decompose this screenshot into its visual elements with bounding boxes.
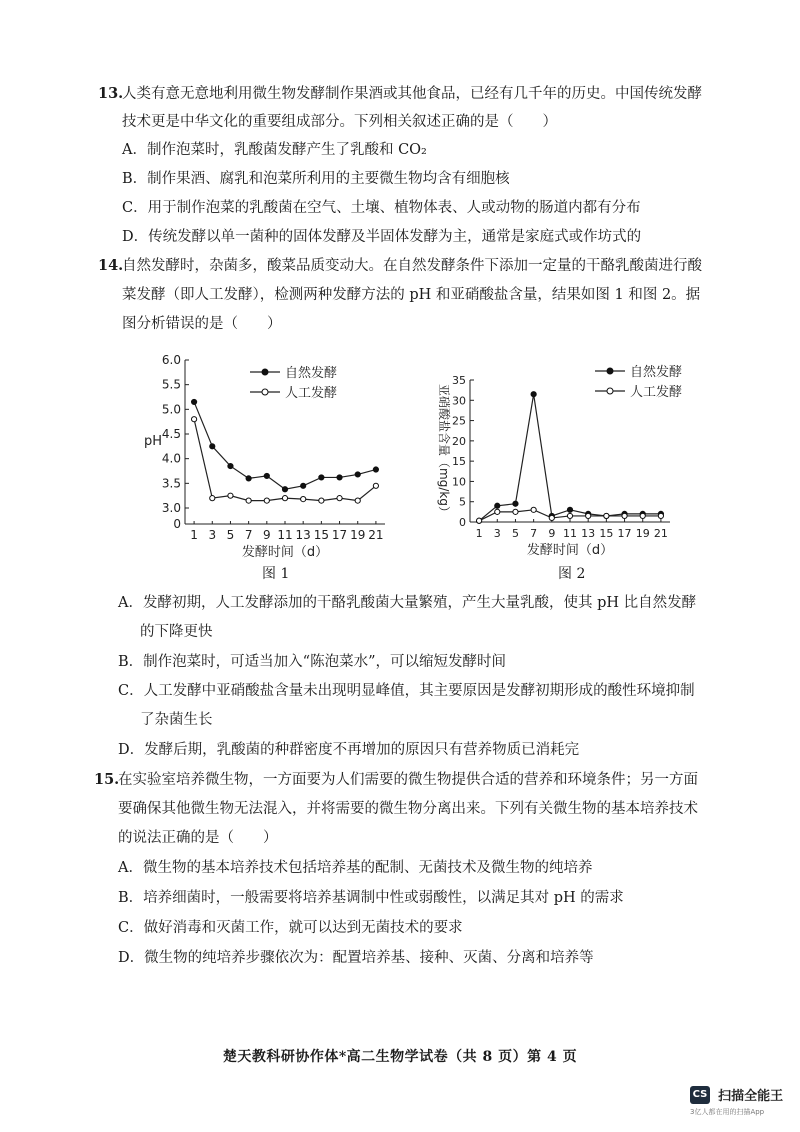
x-tick-label: 7 xyxy=(244,528,253,542)
scanner-watermark xyxy=(690,1084,798,1117)
q15-stem-line2: 要确保其他微生物无法混入，并将需要的微生物分离出来。下列有关微生物的基本培养技术 xyxy=(118,801,698,817)
y-tick-label: 35 xyxy=(452,374,466,387)
y-tick-label: 0 xyxy=(459,516,466,529)
data-point-artificial xyxy=(319,498,324,503)
data-point-natural xyxy=(264,473,269,478)
data-point-artificial xyxy=(640,513,645,518)
y-tick-label: 25 xyxy=(452,414,466,428)
data-point-artificial xyxy=(355,498,360,503)
data-point-artificial xyxy=(531,507,536,512)
q14-option-c-line2: 了杂菌生长 xyxy=(140,712,213,728)
q13-stem-line2: 技术更是中华文化的重要组成部分。下列相关叙述正确的是（ ） xyxy=(122,114,557,130)
data-point-artificial xyxy=(191,417,196,422)
q14-option-c-line1: C．人工发酵中亚硝酸盐含量未出现明显峰值，其主要原因是发酵初期形成的酸性环境抑制 xyxy=(118,683,695,699)
figure-2-svg xyxy=(420,352,690,562)
data-point-artificial xyxy=(228,493,233,498)
data-point-artificial xyxy=(282,496,287,501)
y-tick-label: 20 xyxy=(452,434,466,448)
q13-option-a: A．制作泡菜时，乳酸菌发酵产生了乳酸和 CO₂ xyxy=(122,142,427,158)
x-axis-label: 发酵时间（d） xyxy=(526,543,614,558)
data-point-artificial xyxy=(373,483,378,488)
q14-option-a-line2: 的下降更快 xyxy=(140,624,213,640)
legend-label: 自然发酵 xyxy=(630,365,683,380)
page-footer: 楚天教科研协作体*高二生物学试卷（共 8 页）第 4 页 xyxy=(222,1049,578,1065)
data-point-artificial xyxy=(337,496,342,501)
data-point-natural xyxy=(337,475,342,480)
x-tick-label: 3 xyxy=(493,527,501,540)
data-point-natural xyxy=(513,501,518,506)
data-point-natural xyxy=(567,507,572,512)
legend-label: 人工发酵 xyxy=(630,385,683,400)
x-tick-label: 17 xyxy=(617,527,632,540)
data-point-artificial xyxy=(264,498,269,503)
q15-option-c: C．做好消毒和灭菌工作，就可以达到无菌技术的要求 xyxy=(118,920,463,936)
x-tick-label: 19 xyxy=(635,527,650,540)
y-tick-label: 5.5 xyxy=(161,377,181,392)
q13-option-c: C．用于制作泡菜的乳酸菌在空气、土壤、植物体表、人或动物的肠道内都有分布 xyxy=(122,200,641,216)
data-point-artificial xyxy=(210,496,215,501)
y-tick-label: 15 xyxy=(452,455,466,469)
x-tick-label: 11 xyxy=(563,527,577,540)
x-tick-label: 5 xyxy=(226,528,235,542)
q15-stem-line3: 的说法正确的是（ ） xyxy=(118,830,278,846)
y-tick-label: 5.0 xyxy=(161,402,181,417)
q14-stem-line3: 图分析错误的是（ ） xyxy=(122,316,282,332)
q14-option-b: B．制作泡菜时，可适当加入“陈泡菜水”，可以缩短发酵时间 xyxy=(118,654,506,670)
data-point-artificial xyxy=(567,513,572,518)
y-tick-label: 3.0 xyxy=(161,501,181,515)
x-tick-label: 9 xyxy=(548,527,556,540)
series-line-natural xyxy=(479,394,661,521)
x-tick-label: 1 xyxy=(190,528,198,542)
x-tick-label: 1 xyxy=(475,527,483,540)
data-point-artificial xyxy=(476,518,481,523)
data-point-artificial xyxy=(586,513,591,518)
legend-marker xyxy=(607,368,613,374)
x-tick-label: 19 xyxy=(350,528,366,542)
q14-stem-line2: 菜发酵（即人工发酵），检测两种发酵方法的 pH 和亚硝酸盐含量，结果如图 1 和图 2。据 xyxy=(122,287,701,303)
y-axis-label: 亚硝酸盐含量（mg/kg） xyxy=(437,384,451,518)
q15-number: 15. xyxy=(94,771,120,788)
y-axis-label: pH xyxy=(144,434,163,449)
q14-option-d: D．发酵后期，乳酸菌的种群密度不再增加的原因只有营养物质已消耗完 xyxy=(118,742,580,758)
figure-1-caption: 图 1 xyxy=(262,566,290,582)
data-point-natural xyxy=(373,467,378,472)
x-tick-label: 13 xyxy=(295,528,311,542)
data-point-natural xyxy=(495,503,500,508)
q13-option-d: D．传统发酵以单一菌种的固体发酵及半固体发酵为主，通常是家庭式或作坊式的 xyxy=(122,229,642,245)
y-tick-label: 6.0 xyxy=(161,353,181,367)
q13-stem-line1: 人类有意无意地利用微生物发酵制作果酒或其他食品，已经有几千年的历史。中国传统发酵 xyxy=(122,86,702,102)
x-tick-label: 13 xyxy=(581,527,596,540)
y-tick-label: 10 xyxy=(452,475,466,489)
data-point-artificial xyxy=(495,509,500,514)
q15-option-b: B．培养细菌时，一般需要将培养基调制中性或弱酸性，以满足其对 pH 的需求 xyxy=(118,890,624,906)
q14-stem-line1: 自然发酵时，杂菌多，酸菜品质变动大。在自然发酵条件下添加一定量的干酪乳酸菌进行酸 xyxy=(122,258,702,274)
figure-1-svg xyxy=(140,352,400,562)
data-point-natural xyxy=(228,463,233,468)
y-tick-label: 4.5 xyxy=(161,427,181,441)
x-tick-label: 11 xyxy=(277,528,293,542)
figure-2-caption: 图 2 xyxy=(558,566,586,582)
data-point-natural xyxy=(282,487,287,492)
figure-1-chart xyxy=(140,352,400,566)
data-point-natural xyxy=(531,392,536,397)
x-tick-label: 7 xyxy=(530,527,538,540)
series-line-natural xyxy=(194,402,376,489)
data-point-artificial xyxy=(301,497,306,502)
legend-marker xyxy=(262,389,268,395)
scanner-tagline: 3亿人都在用的扫描App xyxy=(690,1108,765,1116)
x-tick-label: 21 xyxy=(653,527,668,540)
data-point-natural xyxy=(319,475,324,480)
q14-option-a-line1: A．发酵初期，人工发酵添加的干酪乳酸菌大量繁殖，产生大量乳酸，使其 pH 比自然发酵 xyxy=(118,595,697,611)
x-tick-label: 21 xyxy=(368,528,384,542)
data-point-artificial xyxy=(513,509,518,514)
q15-stem-line1: 在实验室培养微生物，一方面要为人们需要的微生物提供合适的营养和环境条件；另一方面 xyxy=(118,772,698,788)
figure-2-chart xyxy=(420,352,690,566)
data-point-natural xyxy=(246,476,251,481)
legend-marker xyxy=(262,369,268,375)
camscanner-logo-icon: CS xyxy=(690,1086,710,1104)
y-tick-label: 0 xyxy=(173,517,181,531)
data-point-artificial xyxy=(622,513,627,518)
scanner-brand: 扫描全能王 xyxy=(718,1089,784,1104)
legend-label: 自然发酵 xyxy=(285,366,338,381)
data-point-natural xyxy=(210,444,215,449)
data-point-natural xyxy=(301,483,306,488)
x-tick-label: 15 xyxy=(313,528,330,542)
data-point-artificial xyxy=(658,513,663,518)
data-point-artificial xyxy=(246,498,251,503)
x-tick-label: 9 xyxy=(262,528,271,542)
x-tick-label: 3 xyxy=(208,528,217,542)
data-point-artificial xyxy=(549,515,554,520)
data-point-artificial xyxy=(604,513,609,518)
y-tick-label: 3.5 xyxy=(161,476,181,491)
q15-option-d: D．微生物的纯培养步骤依次为：配置培养基、接种、灭菌、分离和培养等 xyxy=(118,950,594,966)
legend-label: 人工发酵 xyxy=(285,386,338,401)
x-tick-label: 17 xyxy=(331,528,348,542)
q14-number: 14. xyxy=(98,257,124,274)
q13-option-b: B．制作果酒、腐乳和泡菜所利用的主要微生物均含有细胞核 xyxy=(122,171,510,187)
data-point-natural xyxy=(355,472,360,477)
y-tick-label: 4.0 xyxy=(161,451,181,466)
q15-option-a: A．微生物的基本培养技术包括培养基的配制、无菌技术及微生物的纯培养 xyxy=(118,860,593,876)
x-axis-label: 发酵时间（d） xyxy=(241,545,329,560)
y-tick-label: 5 xyxy=(459,495,466,509)
x-tick-label: 15 xyxy=(599,527,614,540)
data-point-natural xyxy=(191,399,196,404)
y-tick-label: 30 xyxy=(452,394,466,408)
q13-number: 13. xyxy=(98,85,124,102)
legend-marker xyxy=(607,388,613,394)
x-tick-label: 5 xyxy=(511,527,519,540)
